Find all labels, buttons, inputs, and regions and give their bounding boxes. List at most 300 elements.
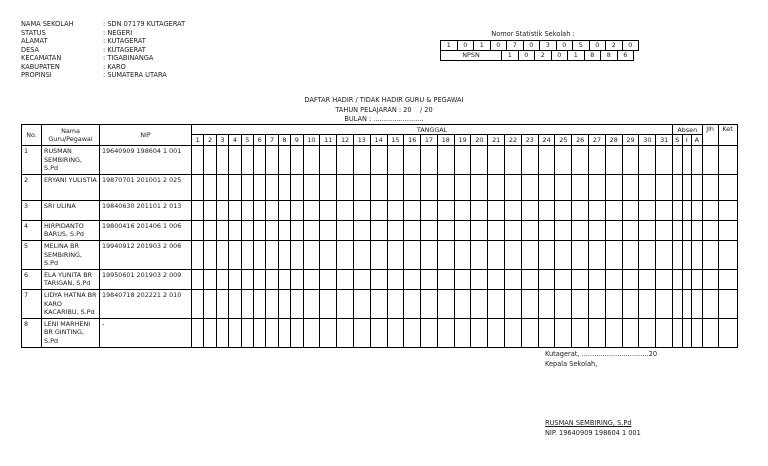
school-info-value: : SUMATERA UTARA bbox=[103, 71, 167, 79]
attendance-cell bbox=[673, 200, 683, 220]
attendance-cell bbox=[370, 240, 387, 269]
school-year: TAHUN PELAJARAN : 20 / 20 bbox=[335, 105, 433, 114]
attendance-cell bbox=[692, 240, 703, 269]
attendance-cell bbox=[229, 318, 241, 347]
attendance-cell bbox=[421, 174, 438, 200]
attendance-cell bbox=[266, 289, 278, 318]
row-name: HIRPIDANTO BARUS, S.Pd bbox=[42, 220, 100, 240]
signature-name-block bbox=[545, 419, 641, 438]
attendance-cell bbox=[622, 174, 639, 200]
attendance-cell bbox=[488, 174, 505, 200]
attendance-cell bbox=[488, 289, 505, 318]
attendance-cell bbox=[404, 174, 421, 200]
attendance-cell bbox=[718, 174, 737, 200]
row-number: 3 bbox=[22, 200, 42, 220]
attendance-cell bbox=[605, 289, 622, 318]
attendance-cell bbox=[555, 289, 572, 318]
table-row bbox=[22, 269, 738, 289]
attendance-cell bbox=[421, 220, 438, 240]
attendance-cell bbox=[229, 220, 241, 240]
attendance-cell bbox=[471, 289, 488, 318]
attendance-cell bbox=[622, 269, 639, 289]
attendance-cell bbox=[421, 318, 438, 347]
attendance-cell bbox=[278, 318, 290, 347]
attendance-cell bbox=[521, 318, 538, 347]
row-number: 4 bbox=[22, 220, 42, 240]
attendance-cell bbox=[454, 269, 471, 289]
attendance-cell bbox=[353, 146, 370, 175]
attendance-cell bbox=[692, 146, 703, 175]
attendance-cell bbox=[404, 200, 421, 220]
attendance-cell bbox=[303, 269, 320, 289]
npsn-digit: 0 bbox=[551, 50, 568, 60]
attendance-cell bbox=[589, 200, 606, 220]
attendance-cell bbox=[320, 240, 337, 269]
attendance-cell bbox=[656, 289, 673, 318]
school-info bbox=[21, 20, 185, 80]
school-info-value: : KUTAGERAT bbox=[103, 45, 146, 54]
attendance-cell bbox=[241, 220, 253, 240]
attendance-cell bbox=[702, 269, 718, 289]
attendance-cell bbox=[521, 200, 538, 220]
attendance-cell bbox=[555, 318, 572, 347]
day-header: 30 bbox=[639, 135, 656, 146]
attendance-cell bbox=[320, 289, 337, 318]
row-name: RUSMAN SEMBIRING, S.Pd bbox=[42, 146, 100, 175]
attendance-cell bbox=[589, 289, 606, 318]
attendance-cell bbox=[229, 240, 241, 269]
nss-digit: 0 bbox=[622, 40, 639, 50]
attendance-cell bbox=[437, 240, 454, 269]
attendance-cell bbox=[353, 200, 370, 220]
attendance-cell bbox=[253, 269, 265, 289]
day-header: 4 bbox=[229, 135, 241, 146]
attendance-cell bbox=[471, 220, 488, 240]
attendance-cell bbox=[204, 240, 216, 269]
nss-title: Nomor Statistik Sekolah : bbox=[491, 30, 575, 38]
school-info-label: NAMA SEKOLAH bbox=[21, 20, 74, 28]
attendance-cell bbox=[521, 289, 538, 318]
attendance-cell bbox=[253, 200, 265, 220]
attendance-cell bbox=[278, 240, 290, 269]
attendance-cell bbox=[656, 220, 673, 240]
attendance-cell bbox=[538, 220, 555, 240]
attendance-cell bbox=[505, 289, 522, 318]
attendance-cell bbox=[718, 240, 737, 269]
school-info-label: STATUS bbox=[21, 28, 46, 37]
attendance-cell bbox=[454, 174, 471, 200]
school-info-value: : TIGABINANGA bbox=[103, 54, 154, 62]
title-block bbox=[234, 96, 534, 125]
col-ket: Ket bbox=[718, 125, 737, 146]
attendance-cell bbox=[291, 200, 303, 220]
attendance-cell bbox=[370, 269, 387, 289]
attendance-cell bbox=[337, 174, 354, 200]
day-header: 19 bbox=[454, 135, 471, 146]
attendance-cell bbox=[538, 174, 555, 200]
day-header: 28 bbox=[605, 135, 622, 146]
attendance-cell bbox=[656, 318, 673, 347]
attendance-cell bbox=[353, 240, 370, 269]
npsn-digit: 2 bbox=[535, 50, 552, 60]
attendance-cell bbox=[488, 220, 505, 240]
attendance-cell bbox=[572, 269, 589, 289]
attendance-cell bbox=[454, 200, 471, 220]
table-row bbox=[22, 220, 738, 240]
attendance-cell bbox=[622, 220, 639, 240]
day-header: 24 bbox=[538, 135, 555, 146]
attendance-cell bbox=[291, 174, 303, 200]
attendance-cell bbox=[421, 200, 438, 220]
attendance-cell bbox=[320, 146, 337, 175]
row-number: 7 bbox=[22, 289, 42, 318]
day-header: 11 bbox=[320, 135, 337, 146]
day-header: 10 bbox=[303, 135, 320, 146]
nss-digit: 0 bbox=[457, 40, 474, 50]
attendance-cell bbox=[303, 318, 320, 347]
npsn-digit: 0 bbox=[518, 50, 535, 60]
attendance-cell bbox=[278, 146, 290, 175]
attendance-cell bbox=[266, 220, 278, 240]
absen-a-header: A bbox=[692, 135, 703, 146]
attendance-cell bbox=[555, 146, 572, 175]
attendance-cell bbox=[253, 240, 265, 269]
nss-digit: 0 bbox=[523, 40, 540, 50]
attendance-cell bbox=[421, 146, 438, 175]
row-number: 5 bbox=[22, 240, 42, 269]
attendance-cell bbox=[337, 269, 354, 289]
nss-digit: 5 bbox=[573, 40, 590, 50]
day-header: 31 bbox=[656, 135, 673, 146]
attendance-cell bbox=[682, 269, 692, 289]
attendance-cell bbox=[337, 318, 354, 347]
attendance-cell bbox=[216, 240, 228, 269]
attendance-cell bbox=[622, 200, 639, 220]
attendance-cell bbox=[572, 240, 589, 269]
attendance-cell bbox=[204, 220, 216, 240]
table-row bbox=[22, 318, 738, 347]
attendance-cell bbox=[437, 200, 454, 220]
attendance-cell bbox=[555, 174, 572, 200]
attendance-cell bbox=[370, 220, 387, 240]
school-info-row bbox=[21, 37, 185, 46]
attendance-cell bbox=[291, 220, 303, 240]
attendance-cell bbox=[278, 220, 290, 240]
attendance-cell bbox=[505, 146, 522, 175]
row-name: ERYANI YULISTIA bbox=[42, 174, 100, 200]
attendance-cell bbox=[488, 146, 505, 175]
attendance-cell bbox=[253, 146, 265, 175]
nss-digit: 2 bbox=[606, 40, 623, 50]
attendance-cell bbox=[353, 289, 370, 318]
attendance-cell bbox=[337, 240, 354, 269]
attendance-cell bbox=[538, 200, 555, 220]
attendance-cell bbox=[521, 240, 538, 269]
attendance-cell bbox=[673, 146, 683, 175]
attendance-cell bbox=[673, 220, 683, 240]
col-no: No. bbox=[22, 125, 42, 146]
nss-digit: 1 bbox=[441, 40, 458, 50]
attendance-cell bbox=[241, 318, 253, 347]
attendance-cell bbox=[622, 146, 639, 175]
attendance-cell bbox=[241, 240, 253, 269]
attendance-cell bbox=[605, 200, 622, 220]
nss-digit: 3 bbox=[540, 40, 557, 50]
npsn-digit: 8 bbox=[601, 50, 618, 60]
attendance-cell bbox=[192, 200, 204, 220]
attendance-cell bbox=[266, 174, 278, 200]
attendance-cell bbox=[404, 289, 421, 318]
attendance-cell bbox=[538, 318, 555, 347]
attendance-cell bbox=[192, 174, 204, 200]
attendance-cell bbox=[656, 200, 673, 220]
attendance-cell bbox=[266, 240, 278, 269]
attendance-cell bbox=[673, 240, 683, 269]
attendance-cell bbox=[241, 200, 253, 220]
attendance-cell bbox=[538, 146, 555, 175]
attendance-cell bbox=[454, 289, 471, 318]
attendance-cell bbox=[216, 200, 228, 220]
npsn-digit: 8 bbox=[584, 50, 601, 60]
attendance-cell bbox=[204, 318, 216, 347]
day-header: 1 bbox=[192, 135, 204, 146]
attendance-cell bbox=[682, 240, 692, 269]
signer-role: Kepala Sekolah, bbox=[545, 359, 598, 368]
attendance-cell bbox=[605, 240, 622, 269]
attendance-cell bbox=[692, 220, 703, 240]
attendance-cell bbox=[639, 269, 656, 289]
attendance-cell bbox=[471, 318, 488, 347]
attendance-cell bbox=[353, 220, 370, 240]
attendance-cell bbox=[682, 174, 692, 200]
attendance-cell bbox=[589, 240, 606, 269]
attendance-cell bbox=[387, 174, 404, 200]
attendance-cell bbox=[718, 289, 737, 318]
attendance-cell bbox=[572, 146, 589, 175]
nss-digit: 7 bbox=[507, 40, 524, 50]
day-header: 23 bbox=[521, 135, 538, 146]
attendance-cell bbox=[387, 240, 404, 269]
attendance-cell bbox=[488, 200, 505, 220]
attendance-cell bbox=[682, 200, 692, 220]
attendance-cell bbox=[387, 146, 404, 175]
table-row bbox=[22, 174, 738, 200]
attendance-cell bbox=[337, 289, 354, 318]
day-header: 17 bbox=[421, 135, 438, 146]
header-row-1 bbox=[22, 125, 738, 135]
attendance-cell bbox=[421, 269, 438, 289]
attendance-cell bbox=[216, 289, 228, 318]
day-header: 3 bbox=[216, 135, 228, 146]
npsn-row bbox=[441, 50, 634, 60]
attendance-cell bbox=[692, 318, 703, 347]
day-header: 20 bbox=[471, 135, 488, 146]
day-header: 14 bbox=[370, 135, 387, 146]
row-nip: 19800416 201406 1 006 bbox=[100, 220, 192, 240]
col-jlh: Jlh bbox=[702, 125, 718, 146]
signature-block bbox=[545, 350, 657, 369]
attendance-cell bbox=[437, 146, 454, 175]
attendance-cell bbox=[673, 289, 683, 318]
absen-i-header: I bbox=[682, 135, 692, 146]
attendance-cell bbox=[718, 146, 737, 175]
attendance-cell bbox=[454, 220, 471, 240]
attendance-cell bbox=[266, 318, 278, 347]
school-info-row bbox=[21, 71, 185, 80]
school-info-label: KABUPATEN bbox=[21, 62, 60, 71]
attendance-cell bbox=[589, 220, 606, 240]
attendance-cell bbox=[605, 318, 622, 347]
attendance-cell bbox=[605, 146, 622, 175]
attendance-cell bbox=[253, 174, 265, 200]
attendance-cell bbox=[437, 220, 454, 240]
attendance-cell bbox=[702, 146, 718, 175]
attendance-cell bbox=[718, 200, 737, 220]
attendance-cell bbox=[682, 318, 692, 347]
attendance-cell bbox=[488, 240, 505, 269]
attendance-cell bbox=[404, 318, 421, 347]
attendance-cell bbox=[241, 174, 253, 200]
day-header: 29 bbox=[622, 135, 639, 146]
attendance-cell bbox=[370, 146, 387, 175]
attendance-cell bbox=[488, 318, 505, 347]
attendance-cell bbox=[291, 269, 303, 289]
attendance-cell bbox=[656, 146, 673, 175]
attendance-cell bbox=[702, 220, 718, 240]
attendance-cell bbox=[303, 174, 320, 200]
attendance-cell bbox=[337, 200, 354, 220]
attendance-cell bbox=[622, 318, 639, 347]
row-nip: - bbox=[100, 318, 192, 347]
attendance-cell bbox=[266, 269, 278, 289]
attendance-cell bbox=[555, 200, 572, 220]
attendance-cell bbox=[303, 200, 320, 220]
attendance-cell bbox=[589, 318, 606, 347]
row-number: 2 bbox=[22, 174, 42, 200]
attendance-cell bbox=[241, 146, 253, 175]
attendance-cell bbox=[682, 146, 692, 175]
attendance-cell bbox=[692, 200, 703, 220]
day-header: 7 bbox=[266, 135, 278, 146]
attendance-cell bbox=[204, 289, 216, 318]
col-nip: NIP bbox=[100, 125, 192, 146]
school-info-label: PROPINSI bbox=[21, 71, 52, 79]
attendance-cell bbox=[291, 240, 303, 269]
attendance-cell bbox=[204, 200, 216, 220]
attendance-cell bbox=[471, 200, 488, 220]
attendance-cell bbox=[622, 289, 639, 318]
attendance-cell bbox=[241, 269, 253, 289]
signer-nip: NIP. 19640909 198604 1 001 bbox=[545, 428, 641, 437]
row-nip: 19640909 198604 1 001 bbox=[100, 146, 192, 175]
attendance-cell bbox=[572, 289, 589, 318]
attendance-cell bbox=[605, 174, 622, 200]
row-nip: 19840630 201101 2 013 bbox=[100, 200, 192, 220]
attendance-cell bbox=[404, 146, 421, 175]
attendance-cell bbox=[303, 146, 320, 175]
attendance-cell bbox=[337, 220, 354, 240]
attendance-cell bbox=[572, 200, 589, 220]
school-info-value: : KARO bbox=[103, 62, 126, 71]
attendance-cell bbox=[589, 146, 606, 175]
attendance-cell bbox=[555, 220, 572, 240]
attendance-cell bbox=[702, 289, 718, 318]
attendance-cell bbox=[454, 240, 471, 269]
attendance-cell bbox=[204, 269, 216, 289]
attendance-cell bbox=[216, 220, 228, 240]
attendance-cell bbox=[702, 174, 718, 200]
attendance-cell bbox=[682, 220, 692, 240]
attendance-cell bbox=[718, 220, 737, 240]
month-line: BULAN : ........................ bbox=[344, 115, 424, 124]
attendance-cell bbox=[538, 240, 555, 269]
attendance-table bbox=[21, 124, 738, 348]
attendance-cell bbox=[718, 318, 737, 347]
row-name: LIDYA HATNA BR KARO KACARIBU, S.Pd bbox=[42, 289, 100, 318]
attendance-cell bbox=[253, 289, 265, 318]
attendance-cell bbox=[387, 318, 404, 347]
signer-name: RUSMAN SEMBIRING, S.Pd bbox=[545, 419, 632, 427]
day-header: 15 bbox=[387, 135, 404, 146]
attendance-cell bbox=[702, 240, 718, 269]
attendance-cell bbox=[387, 269, 404, 289]
attendance-cell bbox=[538, 289, 555, 318]
attendance-cell bbox=[404, 269, 421, 289]
row-nip: 19940912 201903 2 006 bbox=[100, 240, 192, 269]
day-header: 18 bbox=[437, 135, 454, 146]
attendance-cell bbox=[702, 200, 718, 220]
attendance-cell bbox=[639, 289, 656, 318]
attendance-cell bbox=[673, 174, 683, 200]
attendance-cell bbox=[229, 289, 241, 318]
row-name: ELA YUNITA BR TARIGAN, S.Pd bbox=[42, 269, 100, 289]
attendance-cell bbox=[370, 174, 387, 200]
attendance-cell bbox=[192, 240, 204, 269]
attendance-cell bbox=[639, 220, 656, 240]
attendance-cell bbox=[471, 269, 488, 289]
attendance-cell bbox=[639, 318, 656, 347]
attendance-cell bbox=[216, 269, 228, 289]
table-row bbox=[22, 146, 738, 175]
attendance-cell bbox=[521, 220, 538, 240]
attendance-cell bbox=[320, 318, 337, 347]
attendance-cell bbox=[589, 269, 606, 289]
row-number: 6 bbox=[22, 269, 42, 289]
table-row bbox=[22, 240, 738, 269]
col-absen: Absen bbox=[673, 125, 703, 135]
day-header: 12 bbox=[337, 135, 354, 146]
attendance-cell bbox=[204, 174, 216, 200]
attendance-cell bbox=[639, 240, 656, 269]
row-name: SRI ULINA bbox=[42, 200, 100, 220]
place-date: Kutagerat, ................................20 bbox=[545, 350, 658, 358]
attendance-cell bbox=[229, 146, 241, 175]
row-name: MELINA BR SEMBIRING, S.Pd bbox=[42, 240, 100, 269]
npsn-label: NPSN bbox=[441, 50, 502, 60]
attendance-cell bbox=[421, 289, 438, 318]
attendance-cell bbox=[605, 269, 622, 289]
attendance-cell bbox=[353, 318, 370, 347]
col-name: Nama Guru/Pegawai bbox=[42, 125, 100, 146]
day-header: 6 bbox=[253, 135, 265, 146]
attendance-cell bbox=[437, 289, 454, 318]
attendance-cell bbox=[387, 220, 404, 240]
attendance-cell bbox=[702, 318, 718, 347]
attendance-cell bbox=[216, 174, 228, 200]
attendance-cell bbox=[692, 269, 703, 289]
attendance-cell bbox=[505, 318, 522, 347]
day-header: 27 bbox=[589, 135, 606, 146]
